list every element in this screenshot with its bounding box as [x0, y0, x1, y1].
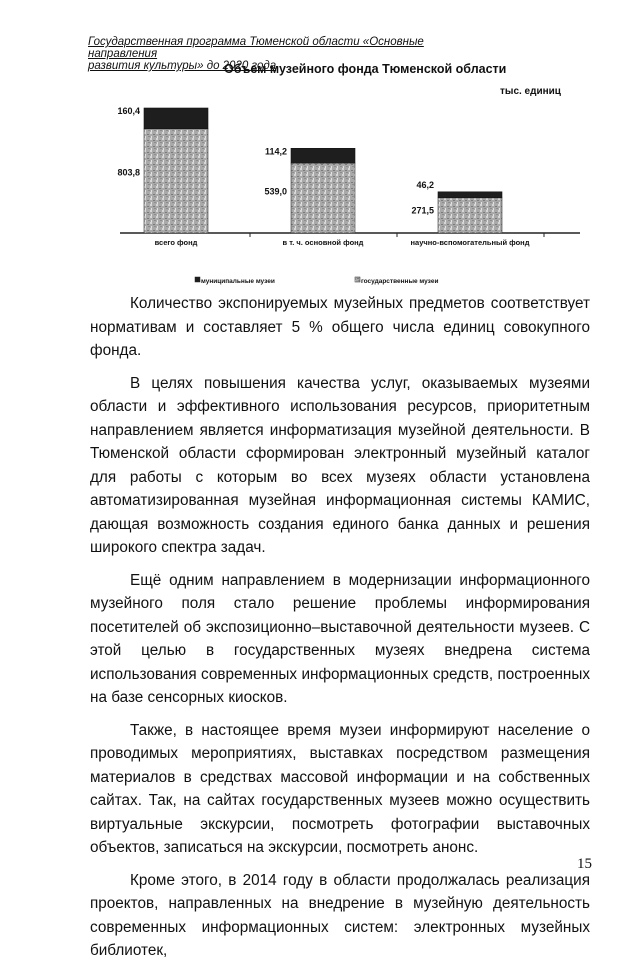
- data-label-municipal: 46,2: [416, 179, 434, 190]
- legend-label: государственные музеи: [361, 278, 439, 285]
- bar-segment-municipal-museums: [438, 192, 502, 198]
- paragraph: Ещё одним направлением в модернизации информационного музейного поля стало решение проблемы информирования посетителей об экспозиционно–выставочной деятельности музеев. С этой целью в государственных музеях внедрена система использования современных информационных средств, построенных на базе сенсорных киосков.: [90, 571, 590, 706]
- chart-units: тыс. единиц: [500, 86, 561, 97]
- header-line-2: развития культуры» до 2020 года: [88, 60, 277, 72]
- bar-segment-state-museums: [438, 198, 502, 233]
- paragraph: Кроме этого, в 2014 году в области продолжалась реализация проектов, направленных на внедрение в музейную деятельность современных информационных систем: электронных музейных библиотек,: [90, 871, 590, 959]
- data-label-municipal: 160,4: [117, 106, 140, 116]
- bar-segment-municipal-museums: [291, 148, 355, 163]
- category-label: научно-вспомогательный фонд: [410, 238, 530, 247]
- chart-title: Объем музейного фонда Тюменской области: [224, 62, 507, 76]
- data-label-municipal: 114,2: [264, 146, 287, 157]
- category-label: всего фонд: [154, 238, 198, 247]
- bar-segment-municipal-museums: [144, 108, 208, 129]
- bar-segment-state-museums: [144, 129, 208, 233]
- page-number: 15: [577, 856, 592, 872]
- bar-segment-state-museums: [291, 163, 355, 233]
- paragraph: Также, в настоящее время музеи информируют население о проводимых мероприятиях, выставках посредством размещения материалов в средствах массовой информации и на собственных сайтах. Так, на сайтах государственных музеев можно осуществить виртуальные экскурсии, посмотреть фотографии выставочных объектов, записаться на экскурсии, посмотреть анонс.: [90, 721, 590, 856]
- legend-label: муниципальные музеи: [201, 278, 275, 285]
- paragraph: Количество экспонируемых музейных предметов соответствует нормативам и составляет 5 % общего числа единиц совокупного фонда.: [90, 295, 590, 359]
- data-label-state: 271,5: [411, 205, 434, 216]
- paragraph: В целях повышения качества услуг, оказываемых музеями области и эффективного использования ресурсов, приоритетным направлением является информатизация музейной деятельности. В Тюменской области сформирован электронный музейный каталог для работы с которым во всех музеях области установлена автоматизированная музейная информационная системы КАМИС, дающая возможность создания единого банка данных и решения широкого спектра задач.: [90, 374, 590, 556]
- data-label-state: 803,8: [117, 167, 140, 178]
- category-label: в т. ч. основной фонд: [282, 238, 364, 247]
- stacked-bar-chart: [0, 0, 640, 290]
- header-line-1: Государственная программа Тюменской области «Основные направления: [88, 36, 424, 60]
- legend-swatch: [355, 277, 360, 282]
- body-text: [90, 292, 590, 972]
- legend-swatch: [195, 277, 200, 282]
- data-label-state: 539,0: [264, 186, 287, 197]
